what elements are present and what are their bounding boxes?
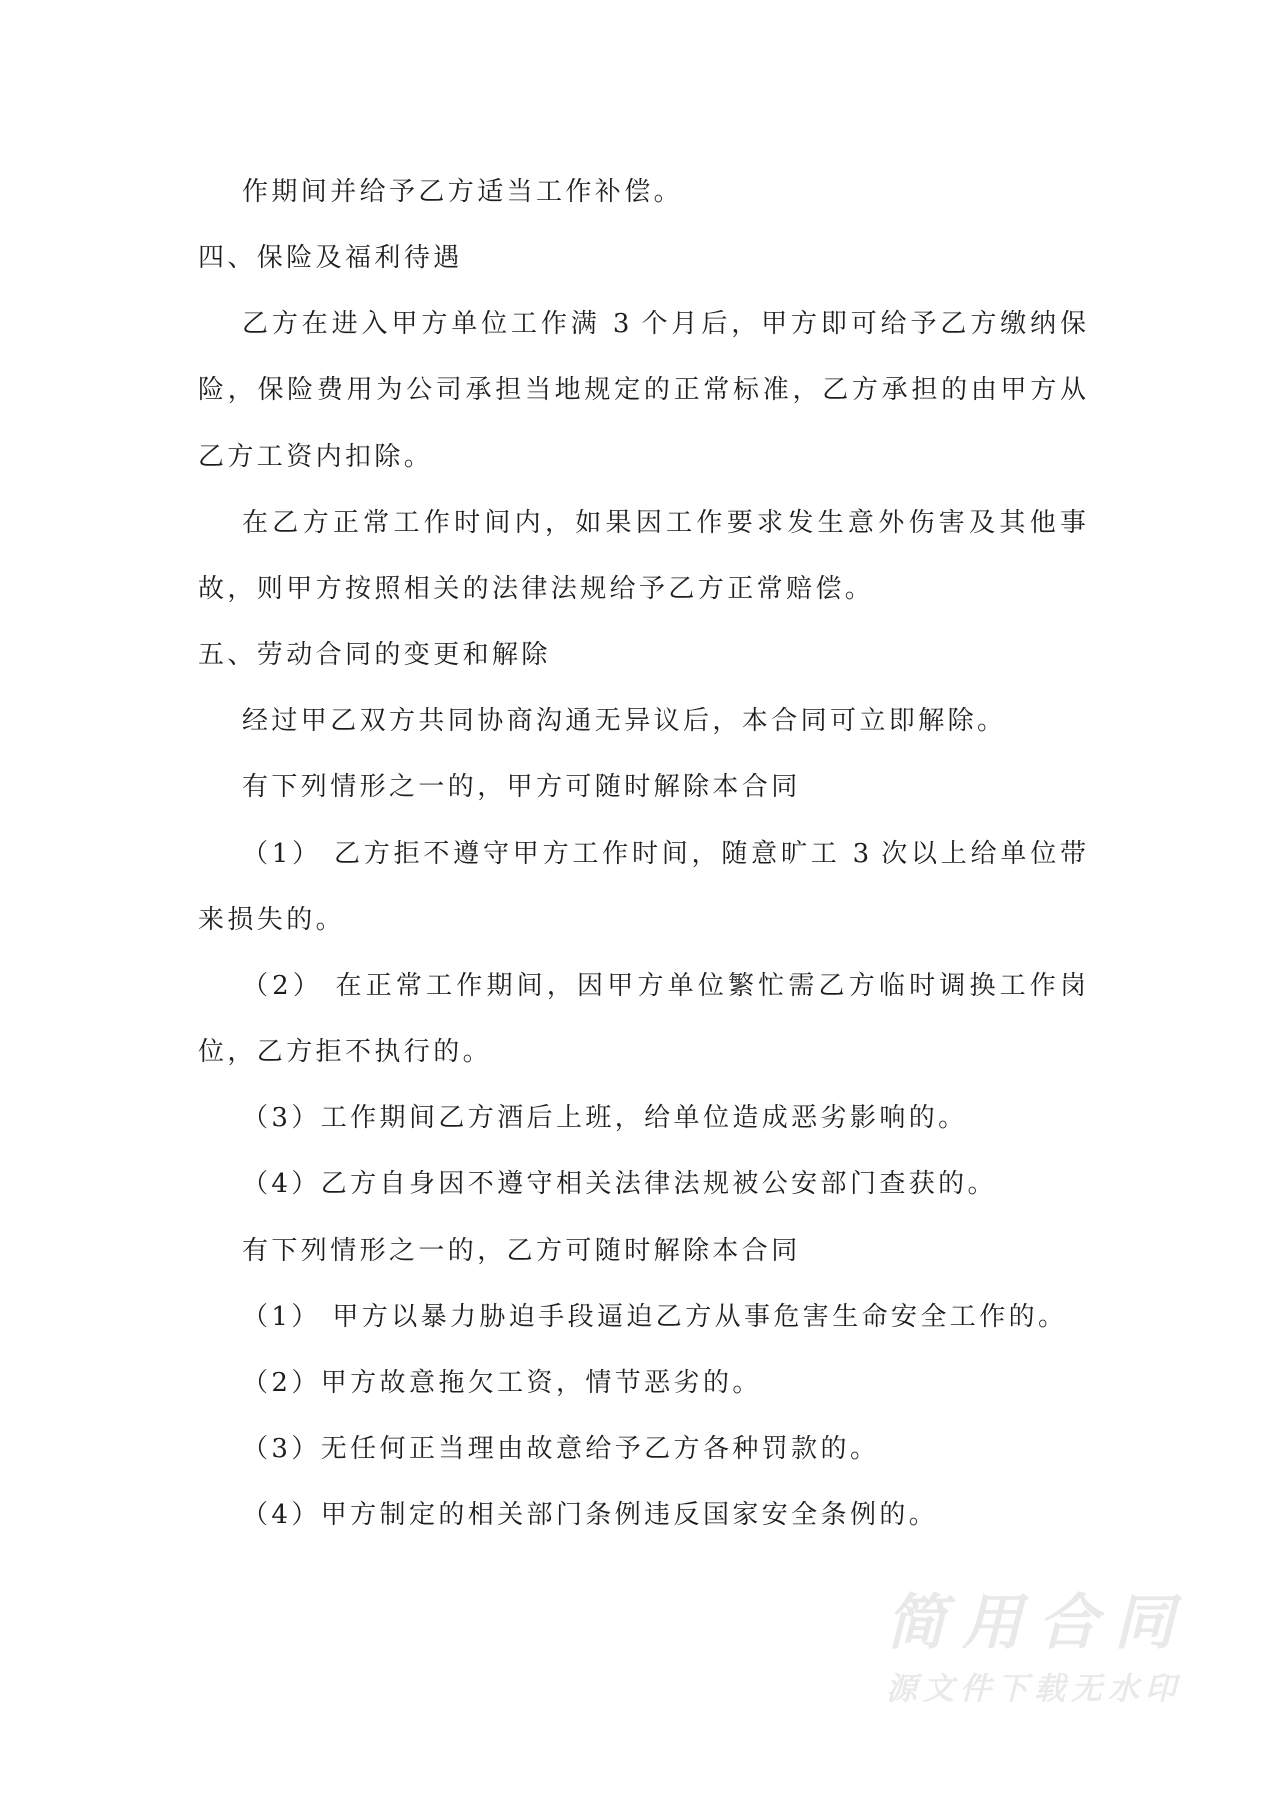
section-heading-contract-change: 五、劳动合同的变更和解除 xyxy=(198,640,551,670)
list-item: （1） 甲方以暴力胁迫手段逼迫乙方从事危害生命安全工作的。 xyxy=(242,1302,1068,1332)
list-item: （2） 在正常工作期间，因甲方单位繁忙需乙方临时调换工作岗 xyxy=(242,971,1086,1001)
list-item: （2）甲方故意拖欠工资，情节恶劣的。 xyxy=(242,1368,762,1398)
watermark xyxy=(886,1590,1180,1706)
paragraph-line: 故，则甲方按照相关的法律法规给予乙方正常赔偿。 xyxy=(198,574,875,604)
paragraph-line: 乙方工资内扣除。 xyxy=(198,442,434,472)
list-item: （4）乙方自身因不遵守相关法律法规被公安部门查获的。 xyxy=(242,1169,997,1199)
paragraph-line: 险，保险费用为公司承担当地规定的正常标准，乙方承担的由甲方从 xyxy=(198,375,1086,405)
paragraph-line: 有下列情形之一的，乙方可随时解除本合同 xyxy=(242,1236,801,1266)
paragraph-line: 经过甲乙双方共同协商沟通无异议后，本合同可立即解除。 xyxy=(242,706,1007,736)
list-item: （3）工作期间乙方酒后上班，给单位造成恶劣影响的。 xyxy=(242,1103,968,1133)
list-item: （1） 乙方拒不遵守甲方工作时间，随意旷工 3 次以上给单位带 xyxy=(242,839,1086,869)
section-heading-insurance: 四、保险及福利待遇 xyxy=(198,243,463,273)
list-item-continuation: 位，乙方拒不执行的。 xyxy=(198,1037,493,1067)
watermark-subtitle: 源文件下载无水印 xyxy=(886,1671,1180,1707)
watermark-title: 简用合同 xyxy=(886,1588,1180,1658)
paragraph-line: 乙方在进入甲方单位工作满 3 个月后，甲方即可给予乙方缴纳保 xyxy=(242,309,1086,339)
paragraph-line: 在乙方正常工作时间内，如果因工作要求发生意外伤害及其他事 xyxy=(242,508,1086,538)
list-item: （4）甲方制定的相关部门条例违反国家安全条例的。 xyxy=(242,1500,939,1530)
paragraph-line: 有下列情形之一的，甲方可随时解除本合同 xyxy=(242,772,801,802)
list-item: （3）无任何正当理由故意给予乙方各种罚款的。 xyxy=(242,1434,880,1464)
list-item-continuation: 来损失的。 xyxy=(198,905,346,935)
paragraph-line: 作期间并给予乙方适当工作补偿。 xyxy=(242,177,684,207)
